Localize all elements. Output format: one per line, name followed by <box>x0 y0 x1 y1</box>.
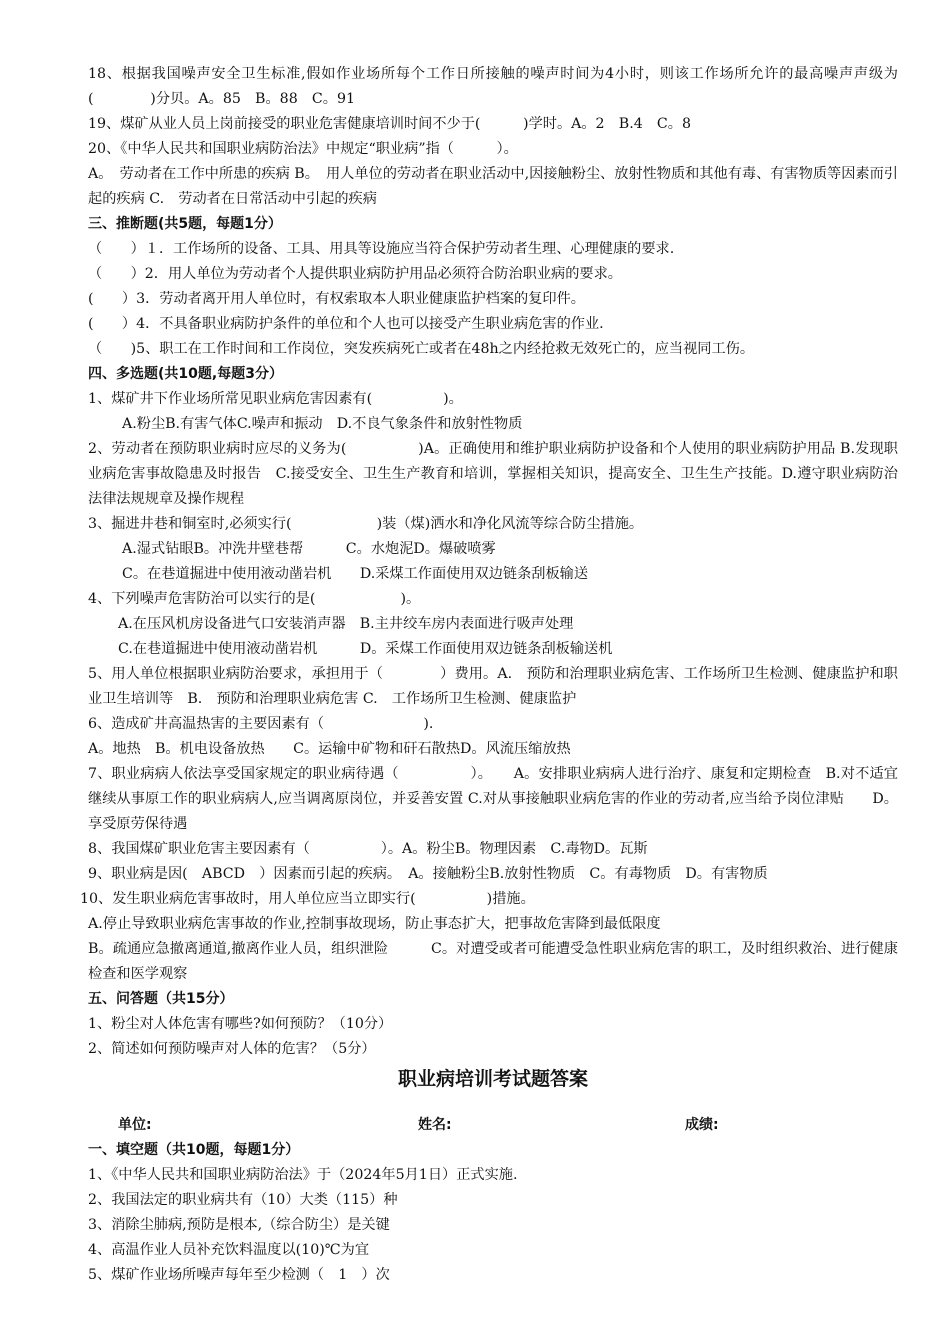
question-20: 20、《中华人民共和国职业病防治法》中规定“职业病”指（ ）。 <box>88 141 518 157</box>
multi-q10: 10、发生职业病危害事故时，用人单位应当立即实行( )措施。 <box>80 891 535 907</box>
score-label: 成绩: <box>685 1117 719 1133</box>
judge-item-4: ( ）4．不具备职业病防护条件的单位和个人也可以接受产生职业病危害的作业. <box>88 316 604 332</box>
answer-item-4: 4、高温作业人员补充饮料温度以(10)℃为宜 <box>88 1242 370 1258</box>
multi-q7: 7、职业病病人依法享受国家规定的职业病待遇（ ）。 A。安排职业病病人进行治疗、康复和定期检查 B.对不适宜继续从事原工作的职业病病人,应当调离原岗位，并妥善安置 C.对从事接触职业病危害的作业的劳动者,应当给予岗位津贴 D。享受原劳保待遇 <box>88 766 898 832</box>
multi-q10-option-bc: B。疏通应急撤离通道,撤离作业人员，组织泄险 C。对遭受或者可能遭受急性职业病危害的职工，及时组织救治、进行健康检查和医学观察 <box>88 941 898 982</box>
judge-item-1: （ ）１．工作场所的设备、工具、用具等设施应当符合保护劳动者生理、心理健康的要求. <box>88 241 675 257</box>
multi-q10-option-a: A.停止导致职业病危害事故的作业,控制事故现场，防止事态扩大，把事故危害降到最低限度 <box>88 916 661 932</box>
question-18: 18、根据我国噪声安全卫生标准,假如作业场所每个工作日所接触的噪声时间为4小时，则该工作场所允许的最高噪声声级为( )分贝。A。85 B。88 C。91 <box>88 66 898 107</box>
answer-section1-heading: 一、填空题（共10题，每题1分） <box>88 1142 300 1158</box>
multi-q4-options-1: A.在压风机房设备进气口安装消声器 B.主井绞车房内表面进行吸声处理 <box>118 616 574 632</box>
name-label: 姓名: <box>418 1117 452 1133</box>
multi-q4: 4、下列噪声危害防治可以实行的是( )。 <box>88 591 421 607</box>
multi-q1-options: A.粉尘B.有害气体C.噪声和振动 D.不良气象条件和放射性物质 <box>122 416 523 432</box>
question-20-options: A。 劳动者在工作中所患的疾病 B。 用人单位的劳动者在职业活动中,因接触粉尘、放射性物质和其他有毒、有害物质等因素而引起的疾病 C. 劳动者在日常活动中引起的疾病 <box>88 166 898 207</box>
answer-title: 职业病培训考试题答案 <box>397 1068 588 1090</box>
multi-q3-options-1: A.湿式钻眼B。冲洗井壁巷帮 C。水炮泥D。爆破喷雾 <box>122 541 496 557</box>
multi-q9: 9、职业病是因( ABCD ）因素而引起的疾病。 A。接触粉尘B.放射性物质 C。有毒物质 D。有害物质 <box>88 866 768 882</box>
document-page <box>80 62 898 1288</box>
answer-item-3: 3、消除尘肺病,预防是根本,（综合防尘）是关键 <box>88 1217 390 1233</box>
judge-item-5: （ )5、职工在工作时间和工作岗位，突发疾病死亡或者在48h之内经抢救无效死亡的，应当视同工伤。 <box>88 341 755 357</box>
multi-q6: 6、造成矿井高温热害的主要因素有（ ). <box>88 716 434 732</box>
answer-item-1: 1、《中华人民共和国职业病防治法》于（2024年5月1日）正式实施. <box>88 1167 518 1183</box>
multi-q3: 3、掘进井巷和铜室时,必须实行( )装（煤)洒水和净化风流等综合防尘措施。 <box>88 516 644 532</box>
multi-q5: 5、用人单位根据职业病防治要求，承担用于（ ）费用。A. 预防和治理职业病危害、工作场所卫生检测、健康监护和职业卫生培训等 B. 预防和治理职业病危害 C. 工作场所卫生检测、健康监护 <box>88 666 898 707</box>
answer-item-2: 2、我国法定的职业病共有（10）大类（115）种 <box>88 1192 398 1208</box>
essay-q2: 2、简述如何预防噪声对人体的危害？（5分） <box>88 1041 376 1057</box>
section3-heading: 三、推断题(共5题，每题1分） <box>88 216 282 232</box>
section4-heading: 四、多选题(共10题,每题3分） <box>88 366 283 382</box>
answer-item-5: 5、煤矿作业场所噪声每年至少检测（ 1 ）次 <box>88 1267 390 1283</box>
multi-q6-options: A。地热 B。机电设备放热 C。运输中矿物和矸石散热D。风流压缩放热 <box>88 741 571 757</box>
question-19: 19、煤矿从业人员上岗前接受的职业危害健康培训时间不少于( )学时。A。2 B.4 C。8 <box>88 116 691 132</box>
multi-q2: 2、劳动者在预防职业病时应尽的义务为( )A。正确使用和维护职业病防护设备和个人使用的职业病防护用品 B.发现职业病危害事故隐患及时报告 C.接受安全、卫生生产教育和培训，掌握相关知识，提高安全、卫生生产技能。D.遵守职业病防治法律法规规章及操作规程 <box>88 441 898 507</box>
essay-q1: 1、粉尘对人体危害有哪些?如何预防？（10分） <box>88 1016 393 1032</box>
multi-q8: 8、我国煤矿职业危害主要因素有（ ）。A。粉尘B。物理因素 C.毒物D。瓦斯 <box>88 841 648 857</box>
multi-q3-options-2: C。在巷道掘进中使用液动凿岩机 D.采煤工作面使用双边链条刮板输送 <box>122 566 589 582</box>
answer-header-row <box>88 1113 898 1138</box>
judge-item-2: （ ）2．用人单位为劳动者个人提供职业病防护用品必须符合防治职业病的要求。 <box>88 266 622 282</box>
section5-heading: 五、问答题（共15分） <box>88 991 234 1007</box>
multi-q1: 1、煤矿井下作业场所常见职业病危害因素有( )。 <box>88 391 463 407</box>
judge-item-3: ( ）3．劳动者离开用人单位时，有权索取本人职业健康监护档案的复印件。 <box>88 291 585 307</box>
multi-q4-options-2: C.在巷道掘进中使用液动凿岩机 D。采煤工作面使用双边链条刮板输送机 <box>118 641 613 657</box>
unit-label: 单位: <box>118 1117 152 1133</box>
